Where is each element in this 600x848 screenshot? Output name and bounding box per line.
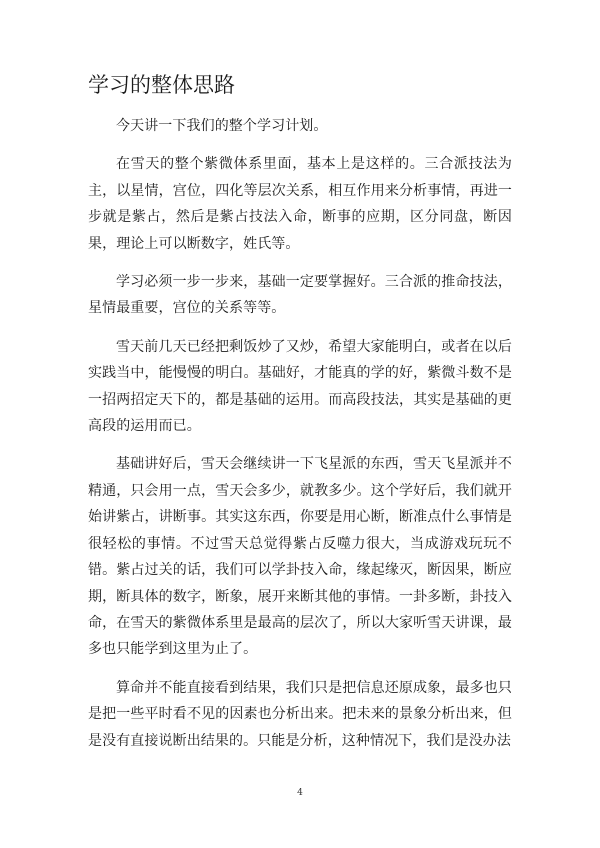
page-number: 4	[297, 788, 303, 798]
body-text	[88, 113, 512, 766]
paragraph: 雪天前几天已经把剩饭炒了又炒，希望大家能明白，或者在以后实践当中，能慢慢的明白。基础好，才能真的学的好，紫微斗数不是一招两招定天下的，都是基础的运用。而高段技法，其实是基础的更高段的运用而已。	[88, 338, 512, 435]
paragraph: 算命并不能直接看到结果，我们只是把信息还原成象，最多也只是把一些平时看不见的因素也分析出来。把未来的景象分析出来，但是没有直接说断出结果的。只能是分析，这种情况下，我们是没办法	[88, 679, 512, 749]
paragraph: 学习必须一步一步来，基础一定要掌握好。三合派的推命技法，星情最重要，宫位的关系等等。	[88, 274, 512, 317]
section-heading: 学习的整体思路	[88, 73, 235, 97]
paragraph: 在雪天的整个紫微体系里面，基本上是这样的。三合派技法为主，以星情，宫位，四化等层次关系，相互作用来分析事情，再进一步就是紫占，然后是紫占技法入命，断事的应期，区分同盘，断因果，理论上可以断数字，姓氏等。	[88, 156, 512, 252]
paragraph: 今天讲一下我们的整个学习计划。	[116, 118, 328, 134]
paragraph: 基础讲好后，雪天会继续讲一下飞星派的东西，雪天飞星派并不精通，只会用一点，雪天会多少，就教多少。这个学好后，我们就开始讲紫占，讲断事。其实这东西，你要是用心断，断准点什么事情是很轻松的事情。不过雪天总觉得紫占反噬力很大，当成游戏玩玩不错。紫占过关的话，我们可以学卦技入命，缘起缘灭，断因果，断应期，断具体的数字，断象，展开来断其他的事情。一卦多断，卦技入命，在雪天的紫微体系里是最高的层次了，所以大家听雪天讲课，最多也只能学到这里为止了。	[88, 456, 512, 658]
